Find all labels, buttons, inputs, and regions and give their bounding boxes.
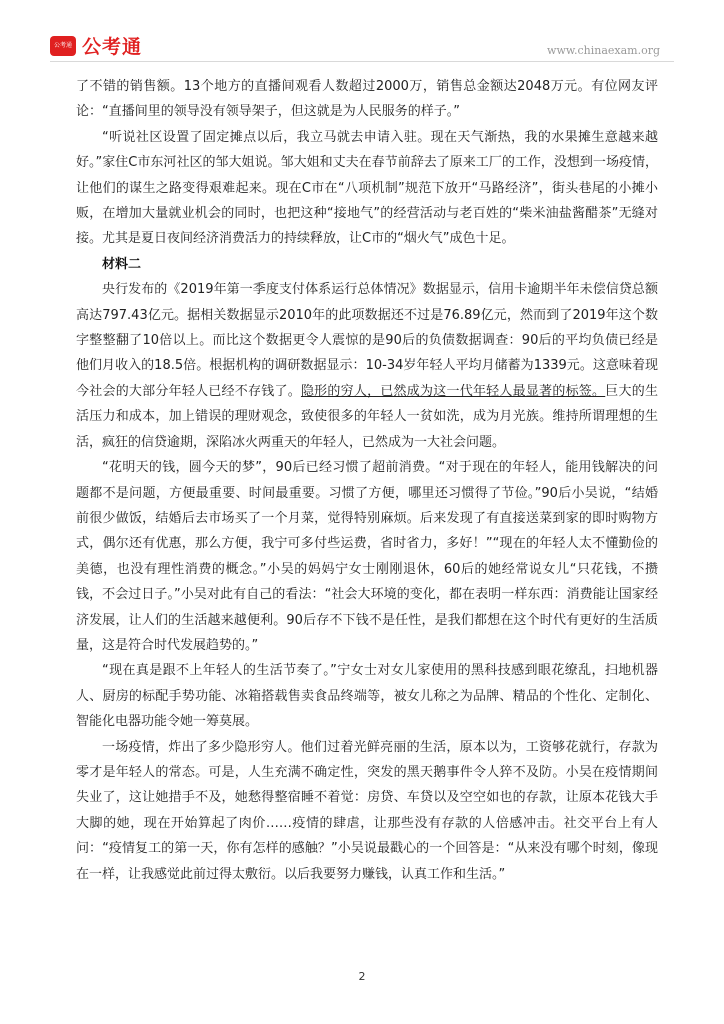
paragraph-1: 了不错的销售额。13个地方的直播间观看人数超过2000万，销售总金额达2048万元。有位网友评论：“直播间里的领导没有领导架子，但这就是为人民服务的样子。” [76,79,658,120]
paragraph-3 [76,277,658,455]
paragraph-3-text-b: 巨大的生活压力和成本，加上错误的理财观念，致使很多的年轻人一贫如洗，成为月光族。维持所谓理想的生活，疯狂的信贷逾期，深陷冰火两重天的年轻人，已然成为一大社会问题。 [76,383,658,450]
site-url[interactable]: www.chinaexam.org [547,44,660,57]
logo-text: 公考通 [82,36,143,58]
logo-badge: 公考通 [50,36,76,56]
paragraph-4: “花明天的钱，圆今天的梦”，90后已经习惯了超前消费。“对于现在的年轻人，能用钱解决的问题都不是问题，方便最重要、时间最重要。习惯了方便，哪里还习惯得了节俭。”90后小吴说，“结婚前很少做饭，结婚后去市场买了一个月菜，觉得特别麻烦。后来发现了有直接送菜到家的即时购物方式，偶尔还有优惠，那么方便，我宁可多付些运费，省时省力，多好！”“现在的年轻人太不懂勤俭的美德，也没有理性消费的概念。”小吴的妈妈宁女士刚刚退休，60后的她经常说女儿“只花钱，不攒钱，不会过日子。”小吴对此有自己的看法：“社会大环境的变化，都在表明一样东西：消费能让国家经济发展，让人们的生活越来越便利。90后存不下钱不是任性，是我们都想在这个时代有更好的生活质量，这是符合时代发展趋势的。” [76,460,658,653]
page-number: 2 [358,970,366,983]
header-divider [50,61,674,62]
site-logo[interactable] [50,32,142,59]
paragraph-6: 一场疫情，炸出了多少隐形穷人。他们过着光鲜亮丽的生活，原本以为，工资够花就行，存款为零才是年轻人的常态。可是，人生充满不确定性，突发的黑天鹅事件令人猝不及防。小吴在疫情期间失业了，这让她措手不及，她愁得整宿睡不着觉：房贷、车贷以及空空如也的存款，让原本花钱大手大脚的她，现在开始算起了肉价……疫情的肆虐，让那些没有存款的人倍感冲击。社交平台上有人问：“疫情复工的第一天，你有怎样的感触？”小吴说最戳心的一个回答是：“从来没有哪个时刻，像现在一样，让我感觉此前过得太敷衍。以后我要努力赚钱，认真工作和生活。” [76,739,658,882]
document-body [76,74,658,887]
paragraph-5: “现在真是跟不上年轻人的生活节奏了。”宁女士对女儿家使用的黑科技感到眼花缭乱，扫地机器人、厨房的标配手势功能、冰箱搭载售卖食品终端等，被女儿称之为品牌、精品的个性化、定制化、智能化电器功能令她一筹莫展。 [76,663,658,730]
underlined-key-sentence: 隐形的穷人，已然成为这一代年轻人最显著的标签。 [300,383,606,399]
section-heading-material-2: 材料二 [102,256,142,272]
paragraph-3-text-a: 央行发布的《2019年第一季度支付体系运行总体情况》数据显示，信用卡逾期半年未偿信贷总额高达797.43亿元。据相关数据显示2010年的此项数据还不过是76.89亿元，然而到了2019年这个数字整整翻了10倍以上。而比这个数据更令人震惊的是90后的负债数据调查：90后的平均负债已经是他们月收入的18.5倍。根据机构的调研数据显示：10-34岁年轻人平均月储蓄为1339元。这意味着现今社会的大部分年轻人已经不存钱了。 [76,282,658,399]
paragraph-2: “听说社区设置了固定摊点以后，我立马就去申请入驻。现在天气渐热，我的水果摊生意越来越好。”家住C市东河社区的邹大姐说。邹大姐和丈夫在春节前辞去了原来工厂的工作，没想到一场疫情，让他们的谋生之路变得艰难起来。现在C市在“八项机制”规范下放开“马路经济”，街头巷尾的小摊小贩，在增加大量就业机会的同时，也把这种“接地气”的经营活动与老百姓的“柴米油盐酱醋茶”无缝对接。尤其是夏日夜间经济消费活力的持续释放，让C市的“烟火气”成色十足。 [76,129,658,247]
page-header [0,0,724,70]
